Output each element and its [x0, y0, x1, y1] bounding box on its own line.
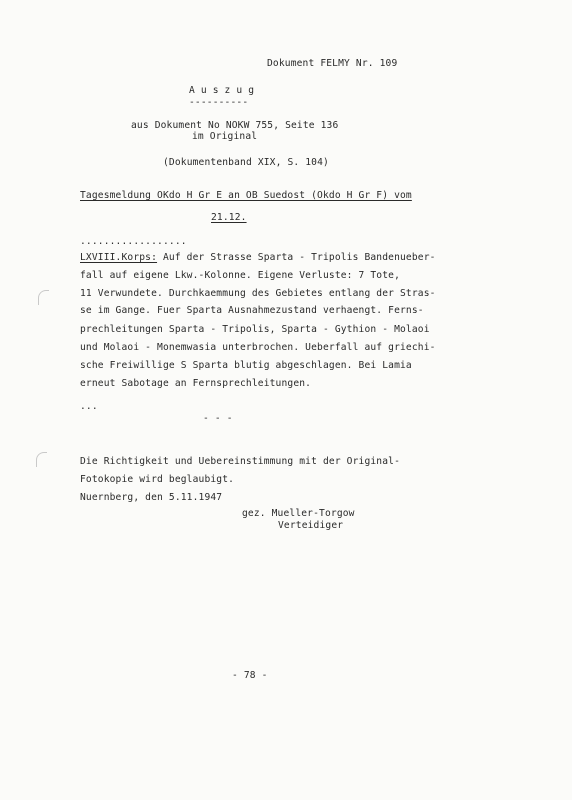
report-body-line: se im Gange. Fuer Sparta Ausnahmezustand verhaengt. Ferns-: [80, 305, 424, 316]
report-body-line: erneut Sabotage an Fernsprechleitungen.: [80, 378, 312, 389]
certification-text: Die Richtigkeit und Uebereinstimmung mit der Original-: [80, 456, 400, 467]
margin-mark: [36, 452, 47, 467]
margin-mark: [38, 290, 49, 305]
document-reference: Dokument FELMY Nr. 109: [267, 58, 398, 69]
report-body-line: [80, 252, 436, 264]
place-date: Nuernberg, den 5.11.1947: [80, 492, 223, 503]
report-body-line: fall auf eigene Lkw.-Kolonne. Eigene Verluste: 7 Tote,: [80, 270, 400, 281]
report-body-line: sche Freiwillige S Sparta blutig abgeschlagen. Bei Lamia: [80, 360, 412, 371]
certification-text: Fotokopie wird beglaubigt.: [80, 474, 235, 485]
source-reference-original: im Original: [192, 131, 258, 142]
signature-role: Verteidiger: [278, 520, 344, 531]
report-body-text: Auf der Strasse Sparta - Tripolis Bandenueber-: [157, 252, 436, 263]
signature-name: gez. Mueller-Torgow: [242, 508, 355, 519]
report-date: 21.12.: [211, 212, 247, 223]
section-separator: - - -: [203, 413, 233, 424]
report-body-line: 11 Verwundete. Durchkaemmung des Gebietes entlang der Stras-: [80, 288, 436, 299]
heading-auszug: A u s z u g: [189, 85, 255, 96]
report-subject: Tagesmeldung OKdo H Gr E an OB Suedost (Okdo H Gr F) vom: [80, 190, 412, 201]
report-body-line: und Molaoi - Monemwasia unterbrochen. Ueberfall auf griechi-: [80, 342, 436, 353]
report-body-line: prechleitungen Sparta - Tripolis, Sparta - Gythion - Molaoi: [80, 324, 430, 335]
omission-dots: ..................: [80, 236, 187, 247]
source-reference: aus Dokument No NOKW 755, Seite 136: [131, 120, 339, 131]
trailing-dots: ...: [80, 401, 98, 412]
volume-reference: (Dokumentenband XIX, S. 104): [163, 157, 329, 168]
page-number: - 78 -: [232, 670, 268, 681]
corps-label: LXVIII.Korps:: [80, 252, 158, 263]
heading-rule: ----------: [189, 97, 249, 108]
